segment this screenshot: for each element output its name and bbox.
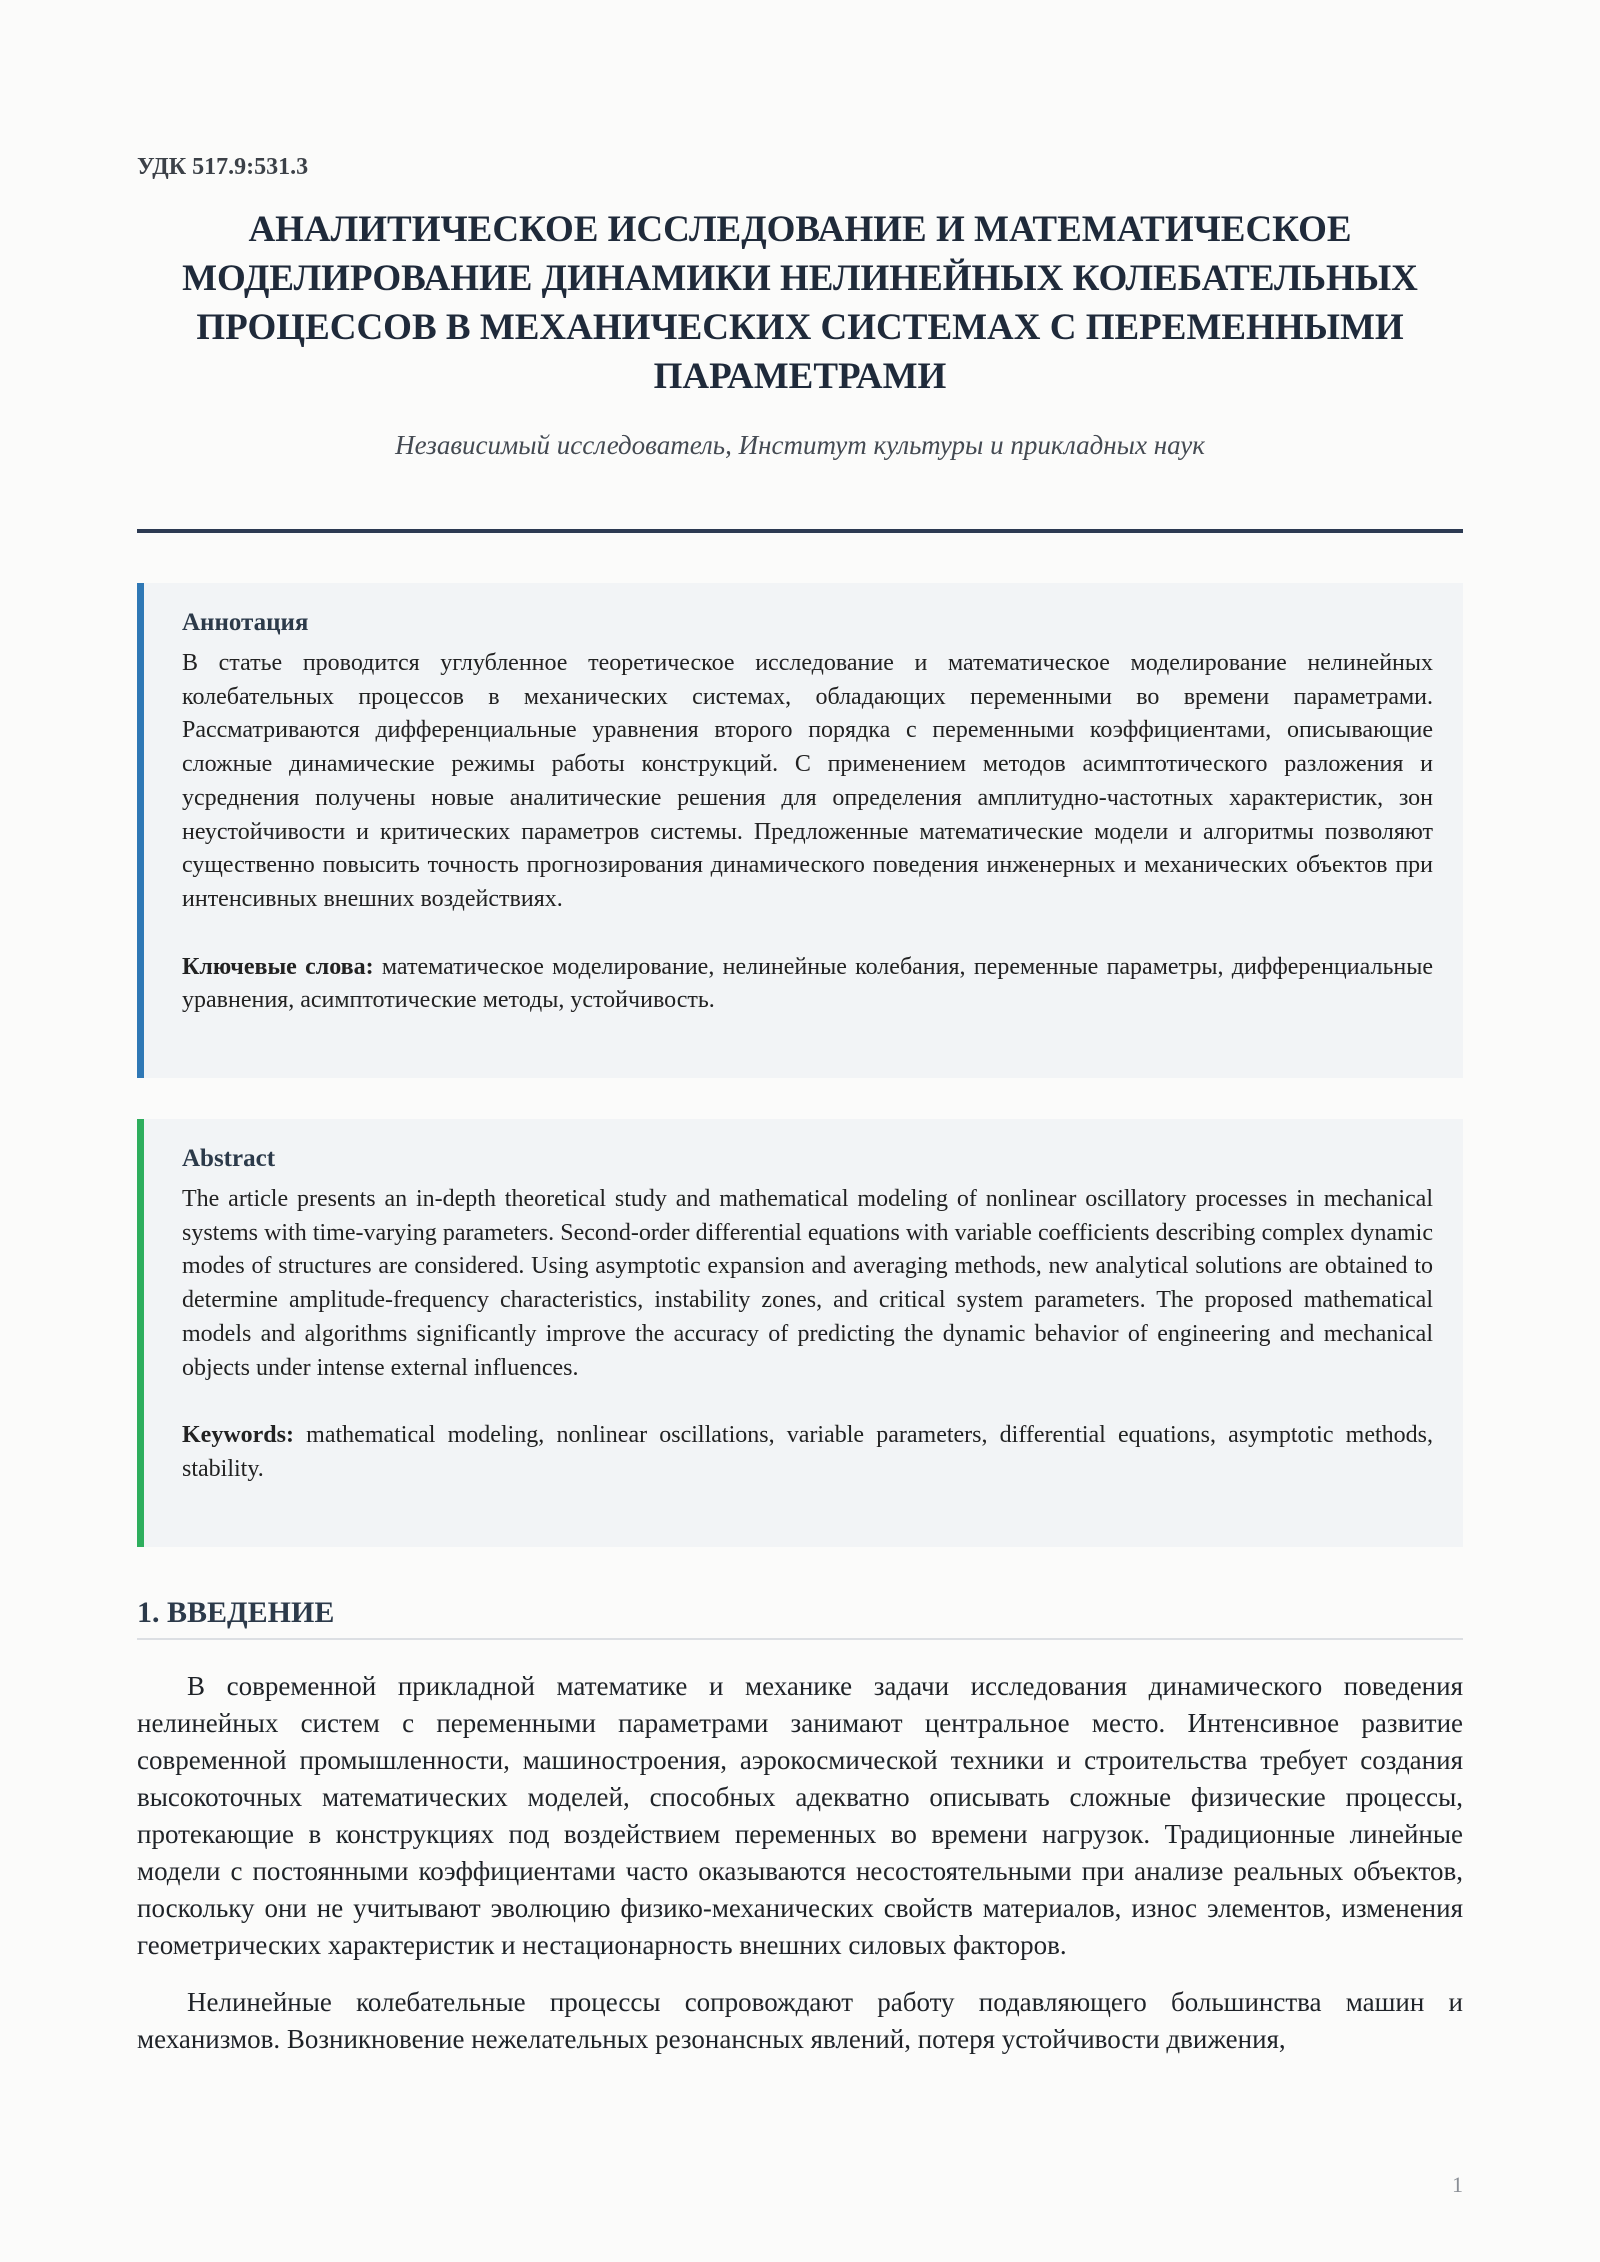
abstract-box [137, 1119, 1463, 1547]
title-line: ПАРАМЕТРАМИ [653, 356, 947, 397]
keywords-label: Keywords: [182, 1422, 294, 1449]
annotation-text: В статье проводится углубленное теоретическое исследование и математическое моделирование нелинейных колебательных процессов в механических системах, обладающих переменными во времени параметрами. Рассматриваются дифференциальные уравнения второго порядка с переменными коэффициентами, описывающие сложные динамические режимы работы конструкций. С применением методов асимптотического разложения и усреднения получены новые аналитические решения для определения амплитудно-частотных характеристик, зон неустойчивости и критических параметров системы. Предложенные математические модели и алгоритмы позволяют существенно повысить точность прогнозирования динамического поведения инженерных и механических объектов при интенсивных внешних воздействиях. [182, 650, 1433, 912]
title-line: МОДЕЛИРОВАНИЕ ДИНАМИКИ НЕЛИНЕЙНЫХ КОЛЕБАТЕЛЬНЫХ [182, 258, 1418, 299]
abstract-keywords [182, 1419, 1433, 1486]
keywords-label: Ключевые слова: [182, 953, 374, 980]
title-line: ПРОЦЕССОВ В МЕХАНИЧЕСКИХ СИСТЕМАХ С ПЕРЕМЕННЫМИ [196, 307, 1404, 348]
title-divider [137, 529, 1463, 533]
annotation-box [137, 583, 1463, 1078]
section-heading-introduction: 1. ВВЕДЕНИЕ [137, 1596, 1463, 1640]
udk-code: УДК 517.9:531.3 [137, 154, 309, 180]
abstract-text: The article presents an in-depth theoretical study and mathematical modeling of nonlinear oscillatory processes in mechanical systems with time-varying parameters. Second-order differential equations with variable coefficients describing complex dynamic modes of structures are considered. Using asymptotic expansion and averaging methods, new analytical solutions are obtained to determine amplitude-frequency characteristics, instability zones, and critical system parameters. The proposed mathematical models and algorithms significantly improve the accuracy of predicting the dynamic behavior of engineering and mechanical objects under intense external influences. [182, 1186, 1433, 1381]
abstract-heading: Abstract [182, 1145, 276, 1172]
paper-title [137, 205, 1463, 401]
title-line: АНАЛИТИЧЕСКОЕ ИССЛЕДОВАНИЕ И МАТЕМАТИЧЕСКОЕ [248, 209, 1352, 250]
annotation-keywords [182, 951, 1433, 1018]
annotation-heading: Аннотация [182, 609, 309, 636]
body-paragraph: Нелинейные колебательные процессы сопровождают работу подавляющего большинства машин и механизмов. Возникновение нежелательных резонансных явлений, потеря устойчивости движения, [137, 1987, 1463, 2054]
page-number: 1 [1452, 2172, 1463, 2197]
body-paragraph: В современной прикладной математике и механике задачи исследования динамического поведения нелинейных систем с переменными параметрами занимают центральное место. Интенсивное развитие современной промышленности, машиностроения, аэрокосмической техники и строительства требует создания высокоточных математических моделей, способных адекватно описывать сложные физические процессы, протекающие в конструкциях под воздействием переменных во времени нагрузок. Традиционные линейные модели с постоянными коэффициентами часто оказываются несостоятельными при анализе реальных объектов, поскольку они не учитывают эволюцию физико-механических свойств материалов, износ элементов, изменения геометрических характеристик и нестационарность внешних силовых факторов. [137, 1671, 1463, 1960]
author-affiliation: Независимый исследователь, Институт культуры и прикладных наук [395, 430, 1205, 460]
keywords-list: mathematical modeling, nonlinear oscillations, variable parameters, differential equations, asymptotic methods, stability. [182, 1422, 1434, 1482]
section-body [137, 1668, 1463, 2078]
keywords-list: математическое моделирование, нелинейные колебания, переменные параметры, дифференциальные уравнения, асимптотические методы, устойчивость. [182, 953, 1434, 1014]
